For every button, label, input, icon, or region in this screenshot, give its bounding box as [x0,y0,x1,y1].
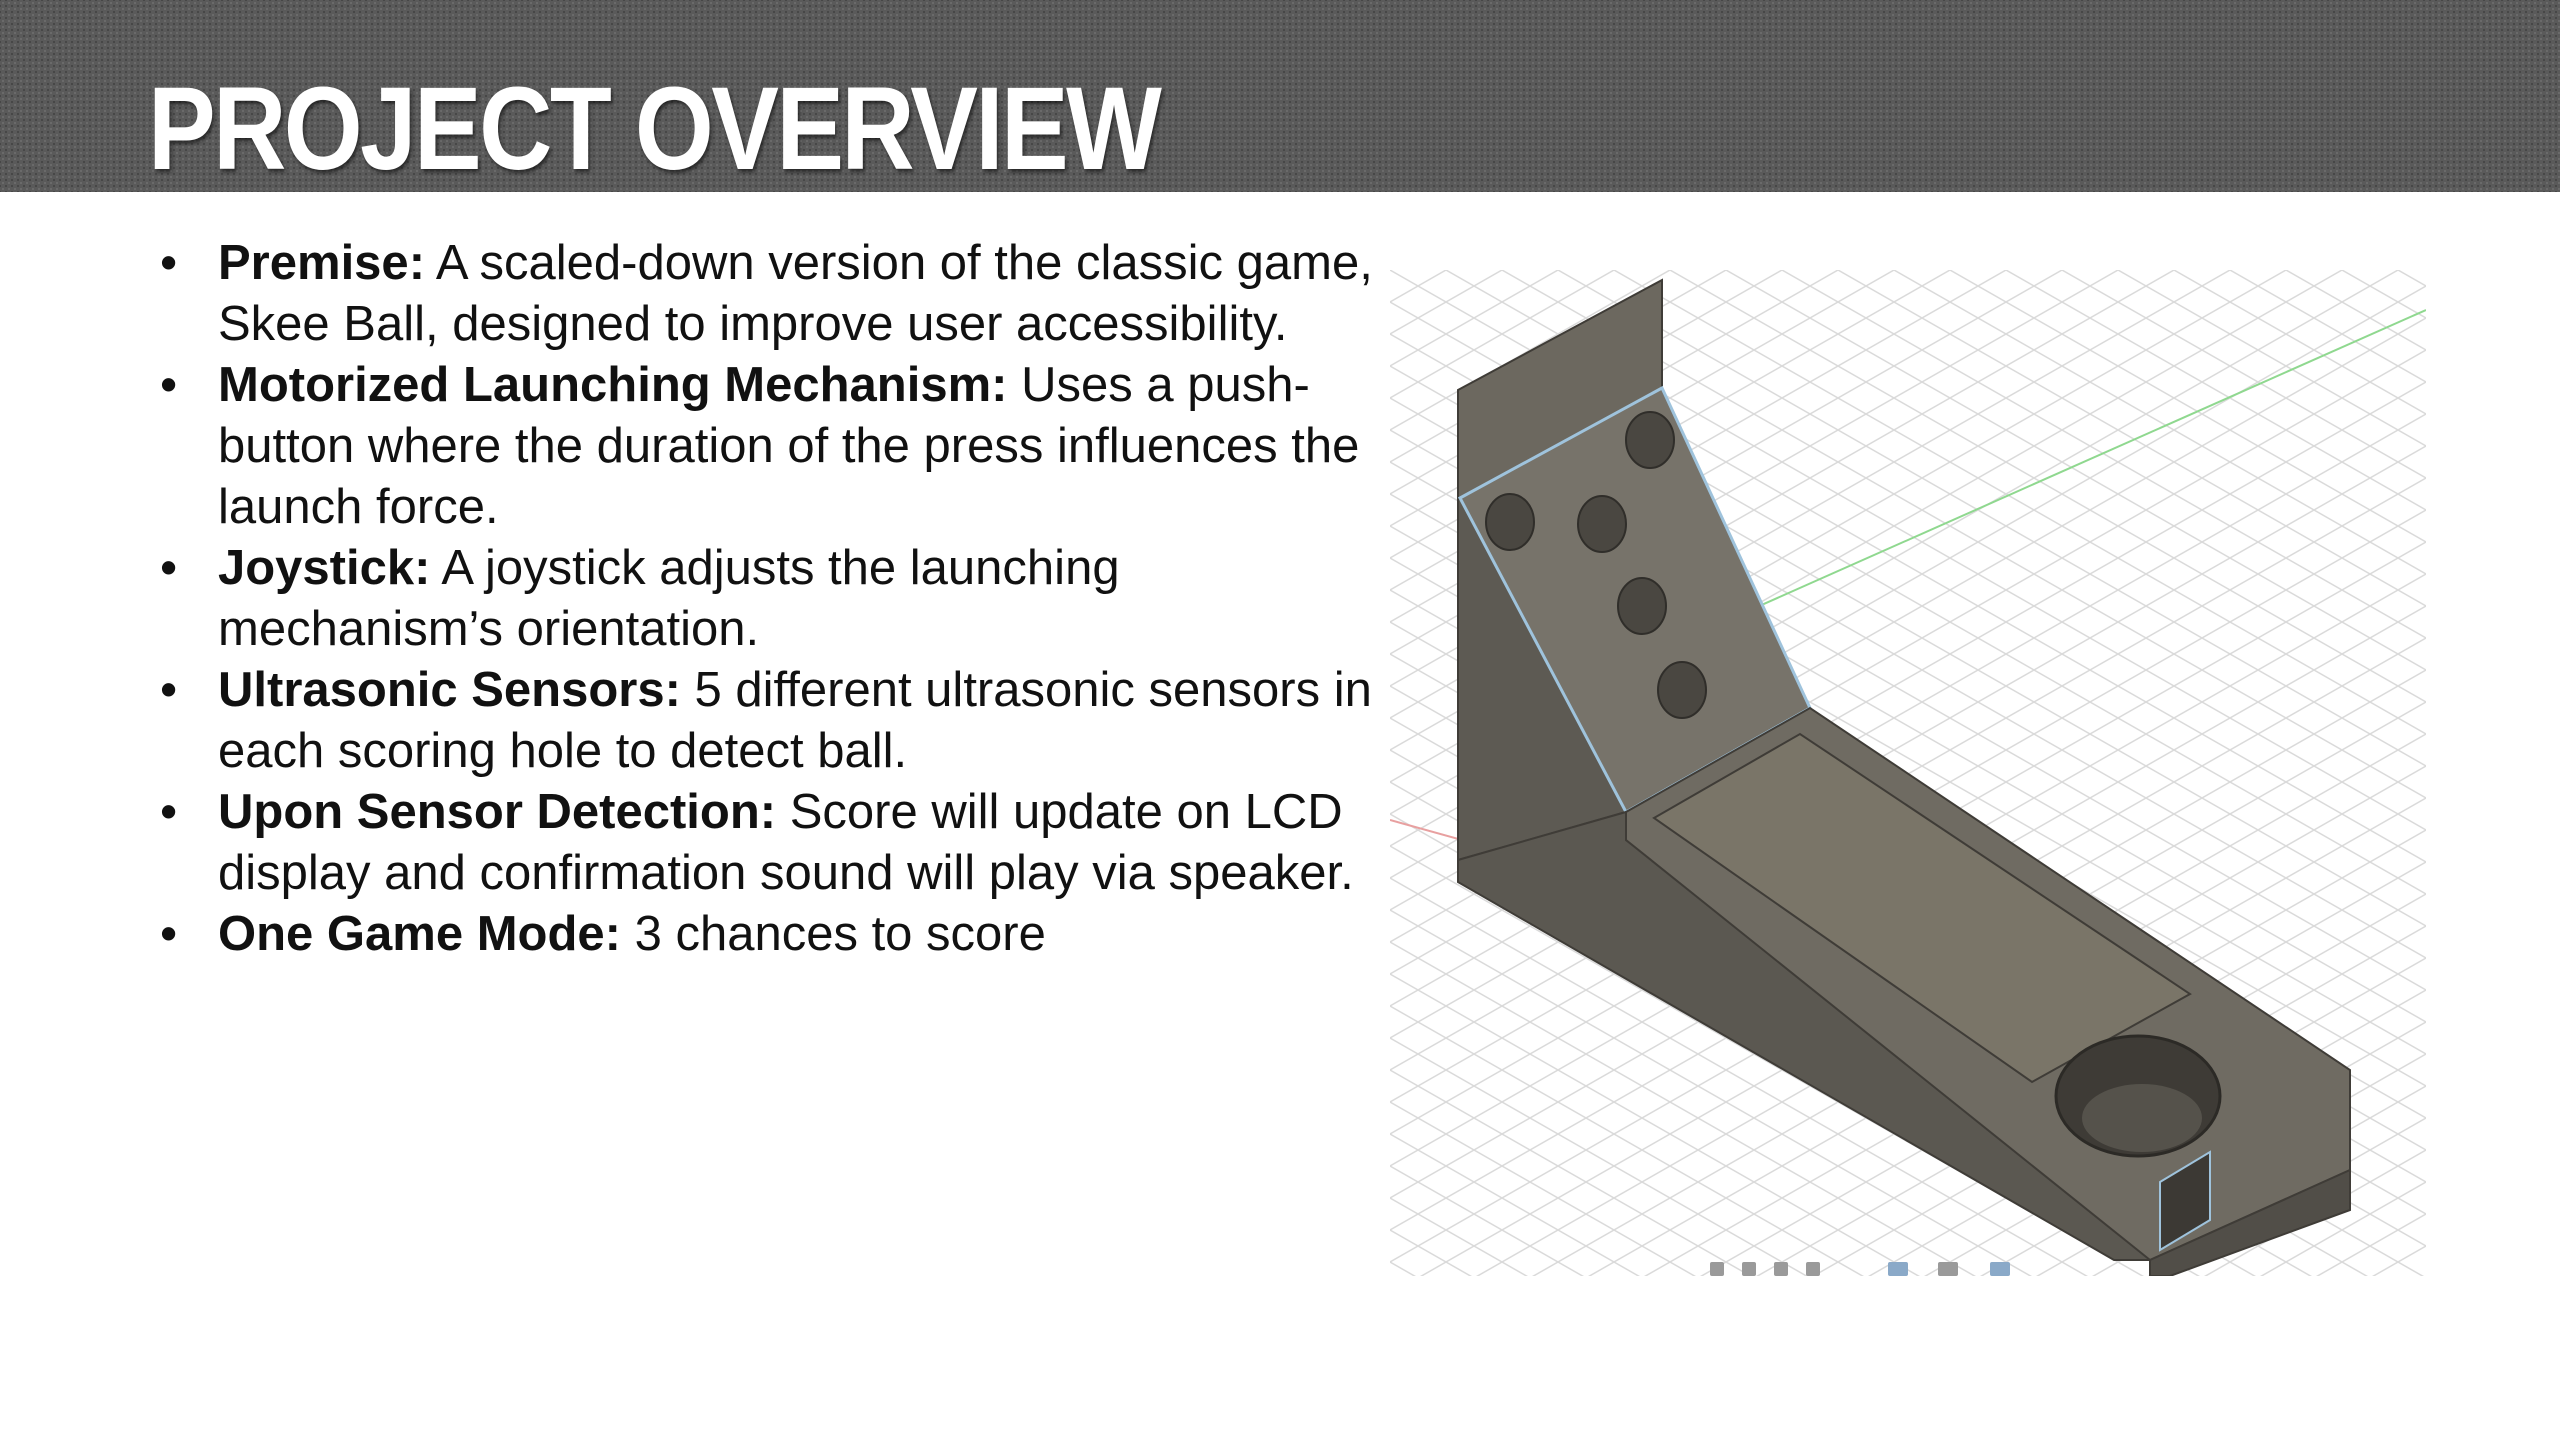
bullet-dot: • [160,663,178,717]
bullet-joystick [150,538,1390,660]
bullet-premise [150,233,1390,355]
bullet-dot: • [160,785,178,839]
toolbar-display-icon [1888,1262,1908,1276]
bullet-game-mode [150,904,1390,965]
bullet-text: 5 different ultrasonic sensors in each scoring hole to detect ball. [218,663,1372,778]
scoring-hole-icon [1658,662,1706,718]
bullet-dot: • [160,236,178,290]
toolbar-orbit-icon [1710,1262,1724,1276]
bullet-dot: • [160,541,178,595]
bullet-text: 3 chances to score [620,907,1046,961]
bullet-heading: Joystick: [218,541,431,595]
bullet-list [150,233,1390,965]
slide-title: PROJECT OVERVIEW [148,63,1160,195]
toolbar-zoom-icon [1774,1262,1788,1276]
scoring-hole-icon [1578,496,1626,552]
toolbar-fit-icon [1806,1262,1820,1276]
scoring-hole-icon [1486,494,1534,550]
bullet-text: Score will update on LCD display and confirmation sound will play via speaker. [218,785,1354,900]
bullet-text: A scaled-down version of the classic game, Skee Ball, designed to improve user accessibility. [218,236,1373,351]
scoring-hole-icon [1618,578,1666,634]
bullet-dot: • [160,907,178,961]
bullet-text: A joystick adjusts the launching mechanism’s orientation. [218,541,1120,656]
scoring-hole-icon [1626,412,1674,468]
bullet-heading: Motorized Launching Mechanism: [218,358,1008,412]
bullet-dot: • [160,358,178,412]
toolbar-viewports-icon [1990,1262,2010,1276]
skee-ball-cad-model-icon [1390,270,2426,1276]
bullet-heading: Ultrasonic Sensors: [218,663,681,717]
bullet-launching-mechanism [150,355,1390,538]
bullet-ultrasonic-sensors [150,660,1390,782]
toolbar-grid-icon [1938,1262,1958,1276]
bullet-text: Uses a push-button where the duration of the press influences the launch force. [218,358,1360,534]
bullet-heading: One Game Mode: [218,907,621,961]
bullet-sensor-detection [150,782,1390,904]
cad-viewport [1390,270,2426,1276]
bullet-heading: Upon Sensor Detection: [218,785,777,839]
bullet-heading: Premise: [218,236,426,290]
toolbar-pan-icon [1742,1262,1756,1276]
ball-return-floor [2082,1084,2202,1152]
